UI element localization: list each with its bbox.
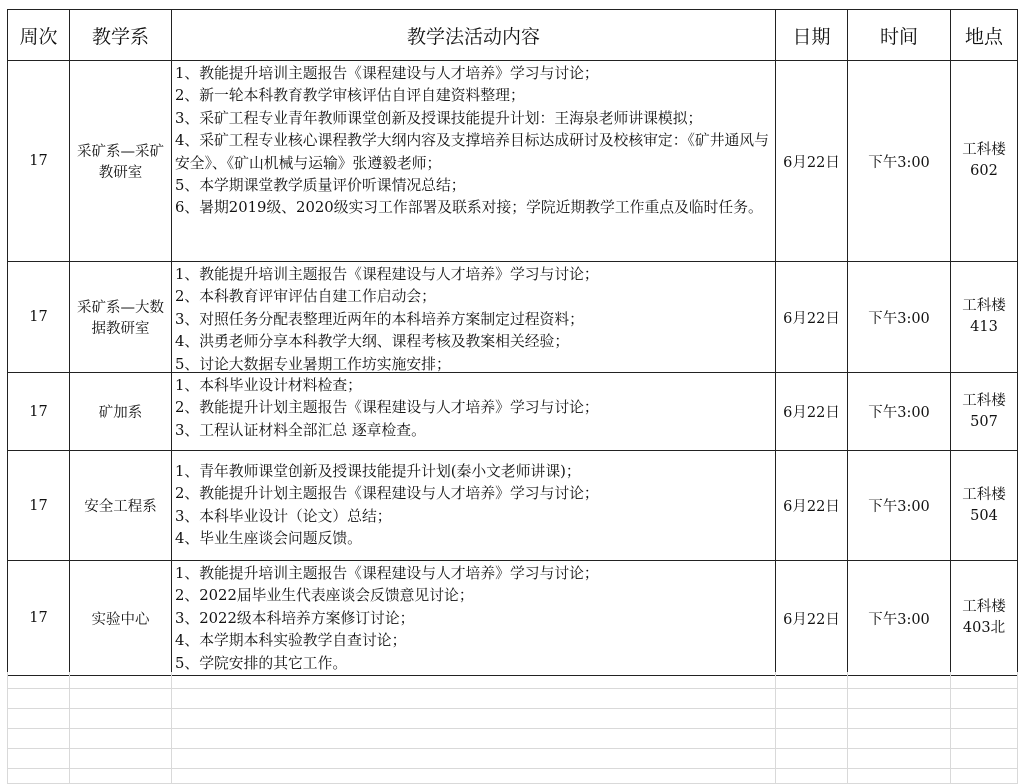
content-item: 1、教能提升培训主题报告《课程建设与人才培养》学习与讨论； xyxy=(175,565,599,582)
content-item: 4、毕业生座谈会问题反馈。 xyxy=(175,530,362,548)
content-item: 2、本科教育评审评估自建工作启动会； xyxy=(175,288,436,306)
empty-row xyxy=(8,672,1018,688)
location-room: 504 xyxy=(970,507,998,524)
dept-cell: 矿加系 xyxy=(70,373,172,451)
content-item: 2、教能提升计划主题报告《课程建设与人才培养》学习与讨论； xyxy=(175,399,599,417)
content-item: 2、新一轮本科教育教学审核评估自评自建资料整理； xyxy=(175,87,525,105)
header-date: 日期 xyxy=(776,10,848,61)
schedule-table xyxy=(7,9,1018,676)
table-row xyxy=(8,561,1018,676)
content-item: 3、工程认证材料全部汇总 逐章检查。 xyxy=(175,421,426,439)
time-cell: 下午3:00 xyxy=(848,561,951,676)
week-cell: 17 xyxy=(8,451,70,561)
empty-grid xyxy=(7,672,1017,784)
empty-row xyxy=(8,728,1018,748)
time-cell: 下午3:00 xyxy=(848,61,951,262)
content-cell xyxy=(172,61,776,262)
location-room: 413 xyxy=(970,319,998,335)
location-room: 403北 xyxy=(962,620,1006,637)
content-item: 6、暑期2019级、2020级实习工作部署及联系对接；学院近期教学工作重点及临时任务。 xyxy=(175,199,763,217)
week-cell: 17 xyxy=(8,262,70,373)
empty-row xyxy=(8,748,1018,768)
content-item: 3、对照任务分配表整理近两年的本科培养方案制定过程资料； xyxy=(175,310,584,328)
date-cell: 6月22日 xyxy=(776,561,848,676)
empty-row xyxy=(8,768,1018,783)
content-cell xyxy=(172,451,776,561)
week-cell: 17 xyxy=(8,373,70,451)
header-dept: 教学系 xyxy=(70,10,172,61)
location-cell xyxy=(951,61,1018,262)
content-item: 5、讨论大数据专业暑期工作坊实施安排； xyxy=(175,355,451,372)
time-cell: 下午3:00 xyxy=(848,451,951,561)
dept-cell: 采矿系—大数据教研室 xyxy=(70,262,172,373)
content-item: 5、学院安排的其它工作。 xyxy=(175,654,348,672)
date-cell: 6月22日 xyxy=(776,262,848,373)
content-item: 1、青年教师课堂创新及授课技能提升计划(秦小文老师讲课)； xyxy=(175,463,581,480)
time-cell: 下午3:00 xyxy=(848,373,951,451)
table-row xyxy=(8,373,1018,451)
location-room: 507 xyxy=(970,413,998,430)
location-cell xyxy=(951,561,1018,676)
content-item: 4、本学期本科实验教学自查讨论； xyxy=(175,632,407,650)
location-building: 工科楼 xyxy=(962,486,1006,503)
content-item: 4、采矿工程专业核心课程教学大纲内容及支撑培养目标达成研讨及校核审定：《矿井通风与安全》、《矿山机械与运输》张遵毅老师； xyxy=(175,132,769,172)
time-cell: 下午3:00 xyxy=(848,262,951,373)
header-week: 周次 xyxy=(8,10,70,61)
location-cell xyxy=(951,262,1018,373)
dept-cell: 采矿系—采矿教研室 xyxy=(70,61,172,262)
week-cell: 17 xyxy=(8,561,70,676)
content-item: 2、2022届毕业生代表座谈会反馈意见讨论； xyxy=(175,587,474,605)
table-row xyxy=(8,61,1018,262)
date-cell: 6月22日 xyxy=(776,451,848,561)
date-cell: 6月22日 xyxy=(776,61,848,262)
location-cell xyxy=(951,373,1018,451)
location-building: 工科楼 xyxy=(962,142,1006,158)
content-item: 3、本科毕业设计（论文）总结； xyxy=(175,507,392,525)
content-cell xyxy=(172,262,776,373)
dept-cell: 实验中心 xyxy=(70,561,172,676)
content-item: 1、教能提升培训主题报告《课程建设与人才培养》学习与讨论； xyxy=(175,266,599,283)
empty-row xyxy=(8,708,1018,728)
dept-cell: 安全工程系 xyxy=(70,451,172,561)
header-time: 时间 xyxy=(848,10,951,61)
content-item: 4、洪勇老师分享本科教学大纲、课程考核及教案相关经验； xyxy=(175,333,570,351)
content-item: 3、2022级本科培养方案修订讨论； xyxy=(175,609,415,627)
content-item: 2、教能提升计划主题报告《课程建设与人才培养》学习与讨论； xyxy=(175,485,599,503)
location-building: 工科楼 xyxy=(962,298,1006,314)
content-item: 5、本学期课堂教学质量评价听课情况总结； xyxy=(175,177,466,195)
date-cell: 6月22日 xyxy=(776,373,848,451)
empty-row xyxy=(8,688,1018,708)
location-building: 工科楼 xyxy=(962,392,1006,409)
content-item: 3、采矿工程专业青年教师课堂创新及授课技能提升计划：王海泉老师讲课模拟； xyxy=(175,109,703,127)
schedule-sheet xyxy=(7,9,1017,676)
table-row xyxy=(8,262,1018,373)
location-building: 工科楼 xyxy=(962,599,1006,616)
header-row xyxy=(8,10,1018,61)
content-cell xyxy=(172,373,776,451)
content-item: 1、教能提升培训主题报告《课程建设与人才培养》学习与讨论； xyxy=(175,65,599,82)
content-item: 1、本科毕业设计材料检查； xyxy=(175,377,362,394)
header-content: 教学法活动内容 xyxy=(172,10,776,61)
table-row xyxy=(8,451,1018,561)
content-cell xyxy=(172,561,776,676)
week-cell: 17 xyxy=(8,61,70,262)
location-cell xyxy=(951,451,1018,561)
location-room: 602 xyxy=(970,163,998,179)
header-location: 地点 xyxy=(951,10,1018,61)
